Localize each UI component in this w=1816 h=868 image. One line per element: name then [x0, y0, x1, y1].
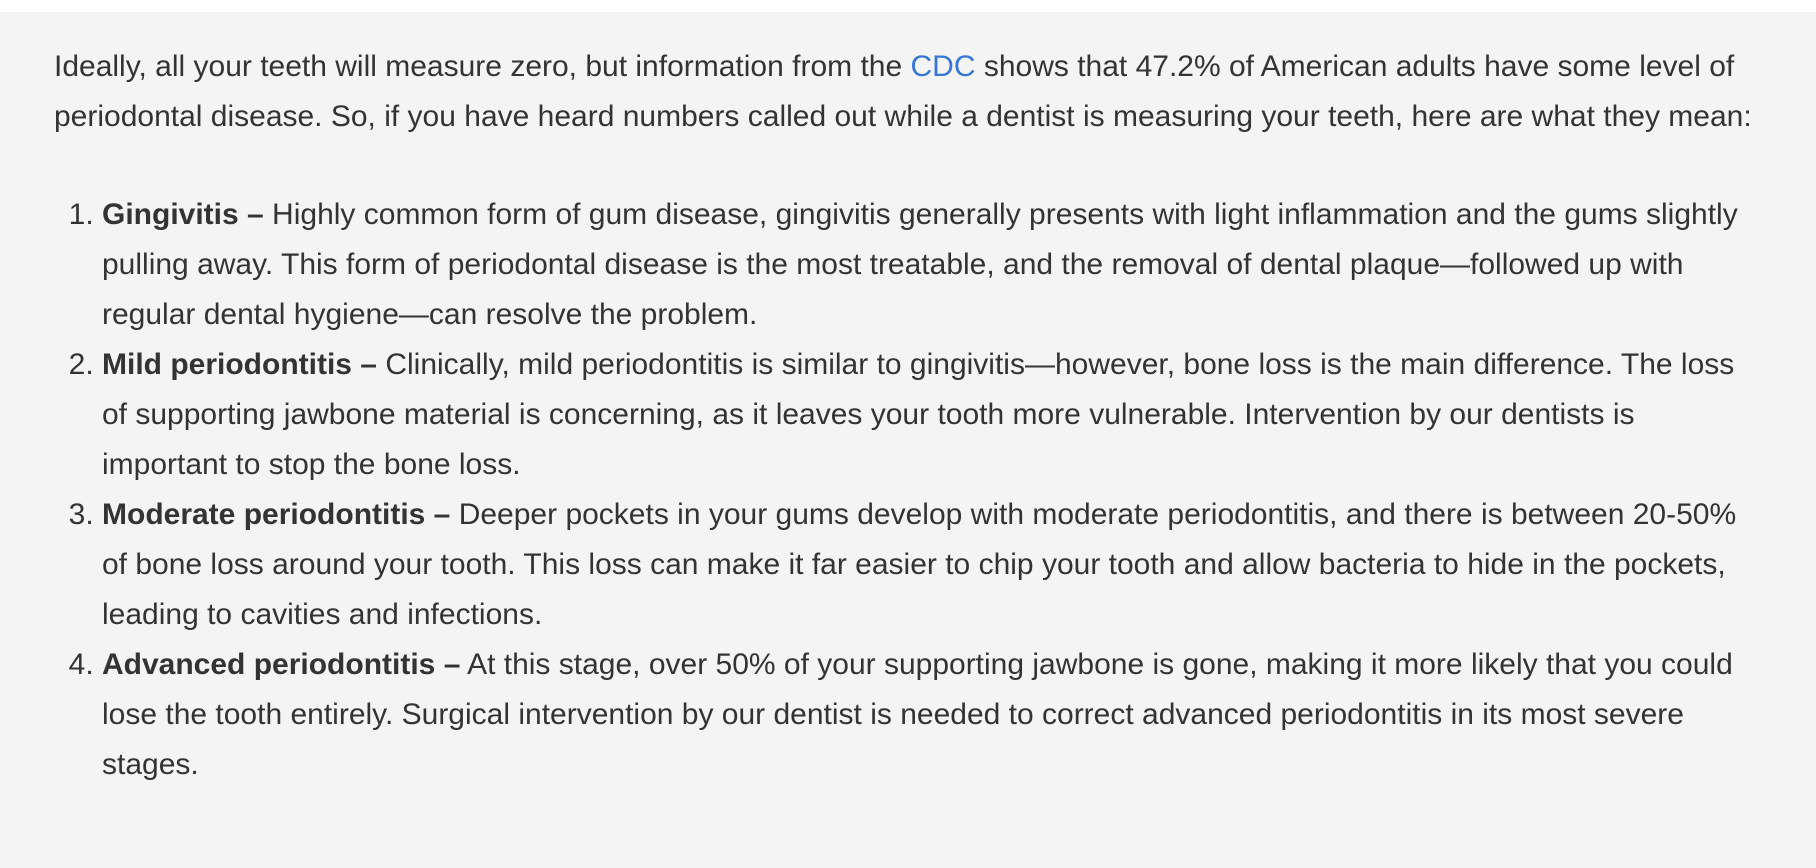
list-item-text: Clinically, mild periodontitis is similar to gingivitis—however, bone loss is the main difference. The loss of supporting jawbone material is concerning, as it leaves your tooth more vulnerable. Intervention by our dentists is important to stop the bone loss. — [102, 348, 1735, 481]
list-item-gingivitis — [102, 190, 1762, 340]
cdc-link[interactable]: CDC — [910, 50, 976, 83]
list-item-advanced-periodontitis — [102, 640, 1762, 790]
list-item-text: At this stage, over 50% of your supporting jawbone is gone, making it more likely that you could lose the tooth entirely. Surgical intervention by our dentist is needed to correct advanced periodontitis in its most severe stages. — [102, 648, 1733, 781]
top-white-strip — [0, 0, 1816, 12]
list-item-mild-periodontitis — [102, 340, 1762, 490]
intro-paragraph — [54, 42, 1762, 142]
list-item-text: Deeper pockets in your gums develop with moderate periodontitis, and there is between 20-50% of bone loss around your tooth. This loss can make it far easier to chip your tooth and allow bacteria to hide in the pockets, leading to cavities and infections. — [102, 498, 1737, 631]
intro-text-before-link: Ideally, all your teeth will measure zero, but information from the — [54, 50, 911, 83]
article-content — [0, 12, 1816, 868]
list-item-moderate-periodontitis — [102, 490, 1762, 640]
list-item-term: Mild periodontitis – — [102, 348, 377, 381]
list-item-term: Advanced periodontitis – — [102, 648, 461, 681]
intro-text-after-link: shows that 47.2% of American adults have some level of periodontal disease. So, if you have heard numbers called out while a dentist is measuring your teeth, here are what they mean: — [54, 50, 1752, 133]
periodontal-stages-list — [54, 190, 1762, 790]
list-item-text: Highly common form of gum disease, gingivitis generally presents with light inflammation and the gums slightly pulling away. This form of periodontal disease is the most treatable, and the removal of dental plaque—followed up with regular dental hygiene—can resolve the problem. — [102, 198, 1738, 331]
list-item-term: Gingivitis – — [102, 198, 264, 231]
list-item-term: Moderate periodontitis – — [102, 498, 451, 531]
